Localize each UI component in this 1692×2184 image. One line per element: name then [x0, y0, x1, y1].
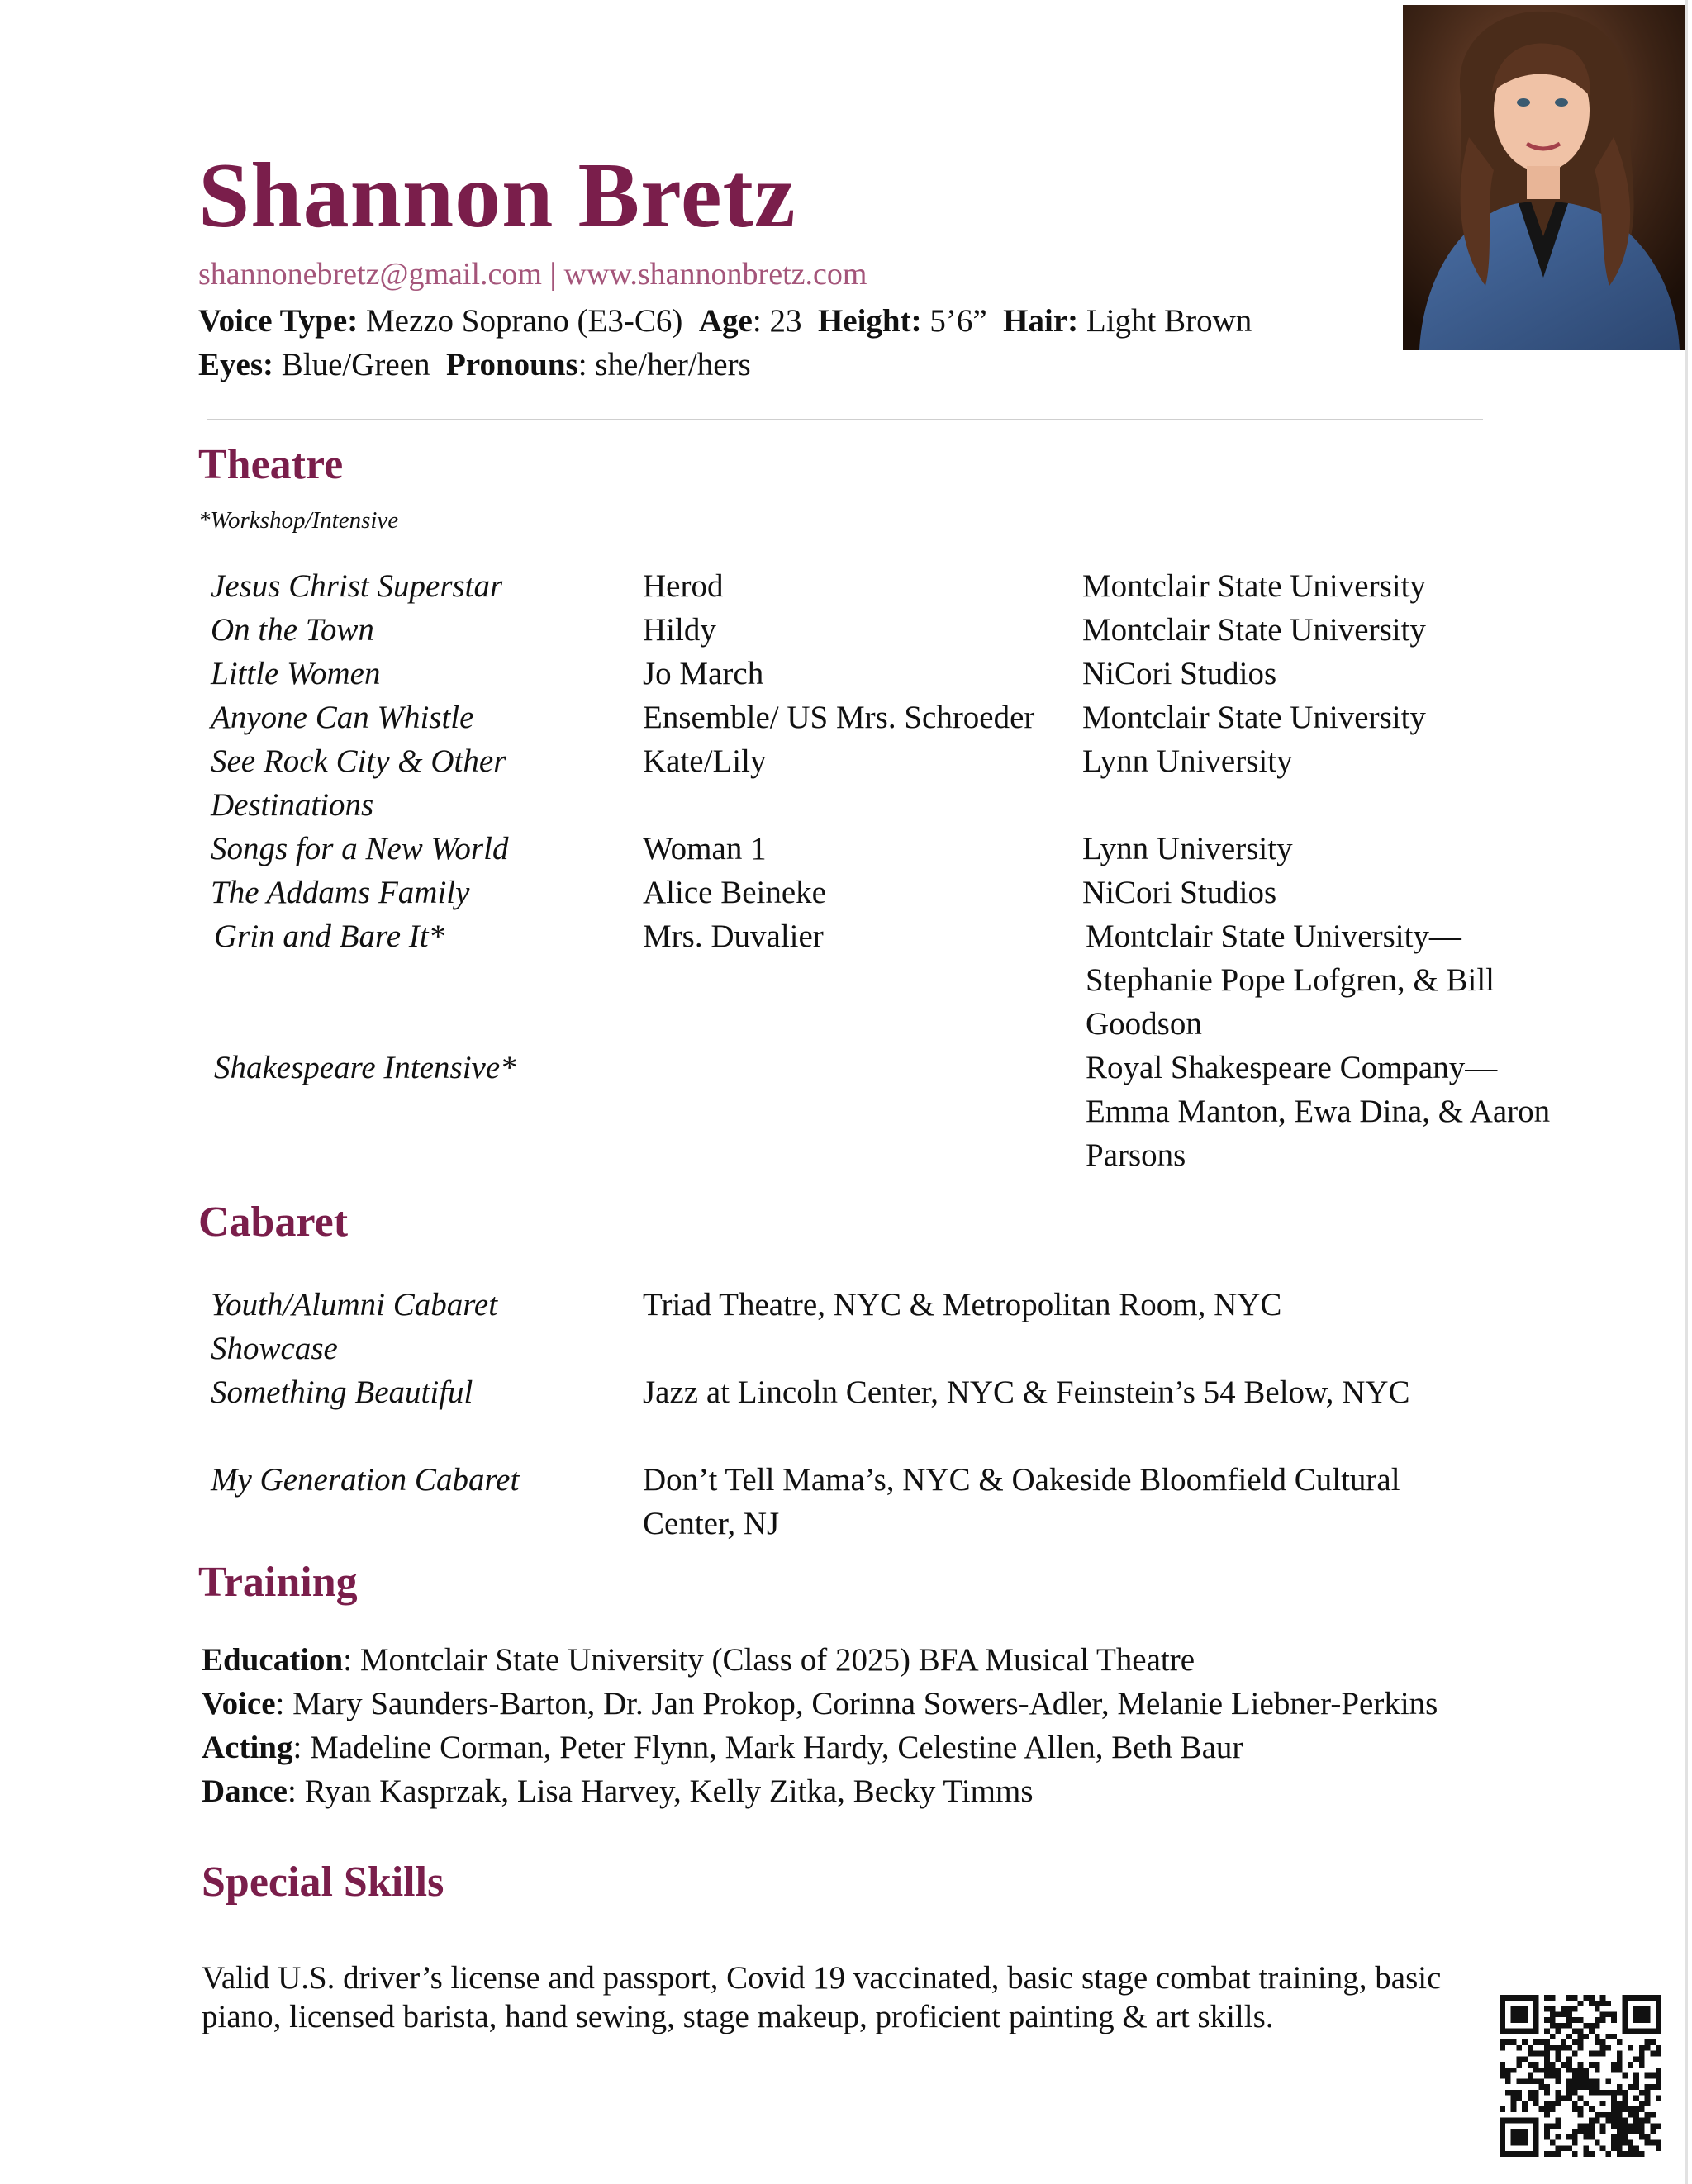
- pronouns-label: Pronouns: [446, 347, 578, 382]
- show-title: See Rock City & Other Destinations: [211, 743, 506, 823]
- show-title: Shakespeare Intensive*: [214, 1050, 516, 1085]
- stats-line-2: Eyes: Blue/Green Pronouns: she/her/hers: [198, 347, 751, 382]
- venue: Don’t Tell Mama’s, NYC & Oakeside Bloomfield Cultural Center, NJ: [643, 1462, 1400, 1541]
- show-title: My Generation Cabaret: [211, 1462, 520, 1498]
- eyes-value: Blue/Green: [281, 347, 430, 382]
- role: Jo March: [643, 656, 764, 691]
- show-title: Youth/Alumni Cabaret Showcase: [211, 1287, 498, 1366]
- venue: Lynn University: [1082, 743, 1293, 779]
- show-title: Anyone Can Whistle: [211, 700, 474, 735]
- dance-label: Dance: [202, 1773, 288, 1809]
- role: Ensemble/ US Mrs. Schroeder: [643, 700, 1035, 735]
- candidate-name: Shannon Bretz: [198, 145, 796, 247]
- voice-label: Voice: [202, 1686, 276, 1721]
- age-value: 23: [769, 303, 802, 339]
- venue: NiCori Studios: [1082, 656, 1277, 691]
- training-dance: Dance: Ryan Kasprzak, Lisa Harvey, Kelly Zitka, Becky Timms: [202, 1773, 1034, 1809]
- venue: Montclair State University: [1082, 700, 1426, 735]
- headshot-photo: [1403, 5, 1685, 350]
- training-list: [202, 1638, 1438, 1813]
- workshop-note: *Workshop/Intensive: [198, 507, 399, 534]
- header-divider: [207, 419, 1483, 420]
- age-label: Age: [698, 303, 753, 339]
- venue: Montclair State University— Stephanie Pope Lofgren, & Bill Goodson: [1086, 919, 1495, 1042]
- role: Alice Beineke: [643, 875, 826, 910]
- cabaret-heading: Cabaret: [198, 1199, 349, 1246]
- pronouns-value: she/her/hers: [595, 347, 751, 382]
- special-skills-heading: Special Skills: [202, 1859, 444, 1906]
- show-title: Something Beautiful: [211, 1374, 473, 1410]
- venue: Triad Theatre, NYC & Metropolitan Room, NYC: [643, 1287, 1282, 1322]
- show-title: The Addams Family: [211, 875, 470, 910]
- venue: Royal Shakespeare Company— Emma Manton, Ewa Dina, & Aaron Parsons: [1086, 1050, 1551, 1173]
- eyes-label: Eyes:: [198, 347, 273, 382]
- voice-value: Mary Saunders-Barton, Dr. Jan Prokop, Corinna Sowers-Adler, Melanie Liebner-Perkins: [292, 1686, 1438, 1721]
- show-title: Grin and Bare It*: [214, 919, 445, 954]
- role: Kate/Lily: [643, 743, 767, 779]
- theatre-heading: Theatre: [198, 441, 344, 488]
- training-acting: Acting: Madeline Corman, Peter Flynn, Mark Hardy, Celestine Allen, Beth Baur: [202, 1730, 1243, 1765]
- acting-value: Madeline Corman, Peter Flynn, Mark Hardy, Celestine Allen, Beth Baur: [310, 1730, 1243, 1765]
- role: Hildy: [643, 612, 716, 648]
- venue: Jazz at Lincoln Center, NYC & Feinstein’s 54 Below, NYC: [643, 1374, 1410, 1410]
- hair-label: Hair:: [1003, 303, 1079, 339]
- venue: Montclair State University: [1082, 612, 1426, 648]
- role: Mrs. Duvalier: [643, 919, 824, 954]
- special-skills-text: Valid U.S. driver’s license and passport, Covid 19 vaccinated, basic stage combat training, basic piano, licensed barista, hand sewing, stage makeup, proficient painting & art skills.: [202, 1960, 1442, 2034]
- venue: Lynn University: [1082, 831, 1293, 866]
- education-value: Montclair State University (Class of 2025) BFA Musical Theatre: [359, 1642, 1195, 1678]
- qr-code[interactable]: [1500, 1995, 1661, 2157]
- training-education: Education: Montclair State University (Class of 2025) BFA Musical Theatre: [202, 1642, 1195, 1678]
- height-label: Height:: [817, 303, 922, 339]
- contact-separator: |: [541, 257, 564, 292]
- role: Herod: [643, 568, 724, 604]
- show-title: On the Town: [211, 612, 374, 648]
- venue: NiCori Studios: [1082, 875, 1277, 910]
- voice-type-value: Mezzo Soprano (E3-C6): [365, 303, 683, 339]
- show-title: Songs for a New World: [211, 831, 509, 866]
- education-label: Education: [202, 1642, 344, 1678]
- page-edge-line: [1685, 0, 1688, 2184]
- personal-stats: [198, 299, 1252, 387]
- dance-value: Ryan Kasprzak, Lisa Harvey, Kelly Zitka, Becky Timms: [304, 1773, 1034, 1809]
- email-link[interactable]: shannonebretz@gmail.com: [198, 257, 542, 292]
- role: Woman 1: [643, 831, 767, 866]
- show-title: Little Women: [211, 656, 381, 691]
- show-title: Jesus Christ Superstar: [211, 568, 503, 604]
- training-voice: Voice: Mary Saunders-Barton, Dr. Jan Prokop, Corinna Sowers-Adler, Melanie Liebner-Perkins: [202, 1686, 1438, 1721]
- acting-label: Acting: [202, 1730, 293, 1765]
- height-value: 5’6”: [929, 303, 987, 339]
- website-link[interactable]: www.shannonbretz.com: [563, 257, 867, 292]
- contact-line: [198, 256, 867, 292]
- training-heading: Training: [198, 1559, 358, 1606]
- hair-value: Light Brown: [1086, 303, 1252, 339]
- voice-type-label: Voice Type:: [198, 303, 359, 339]
- venue: Montclair State University: [1082, 568, 1426, 604]
- stats-line-1: Voice Type: Mezzo Soprano (E3-C6) Age: 23 Height: 5’6” Hair: Light Brown: [198, 303, 1252, 339]
